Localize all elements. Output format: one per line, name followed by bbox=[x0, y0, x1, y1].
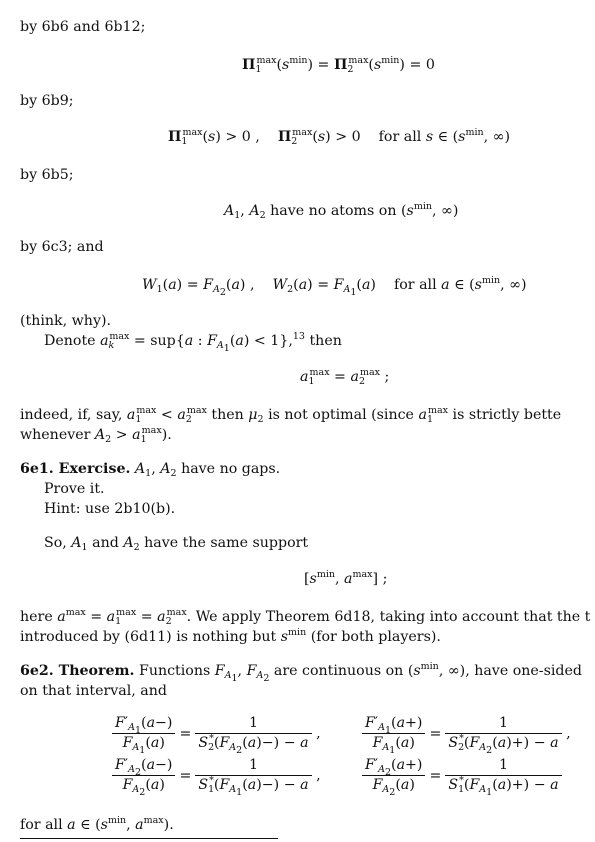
equation-fraction-4: $\frac{F'_{A_2}(a+)}{F_{A_2}(a)}$ = $\frac{1}{S_1^*(F_{A_1}(a)+) - a}$ bbox=[362, 756, 562, 795]
equation-a-max-equal: $a_1^{max} = a_2^{max}$ ; bbox=[300, 367, 390, 387]
equation-pi-max-zero: $\Pi_1^{max}(s^{min}) = \Pi_2^{max}(s^{min}) = 0$ bbox=[242, 55, 435, 75]
text-introduced: introduced by (6d11) is nothing but $s^{min}$ (for both players). bbox=[20, 627, 441, 645]
equation-w-functions: $W_1(a) = F_{A_2}(a)$ , $W_2(a) = F_{A_1}(a)$ for all a ∈ ($s^{min}$, ∞) bbox=[142, 275, 527, 298]
text-final-for-all: for all a ∈ ($s^{min}$, $a^{max}$). bbox=[20, 815, 174, 833]
text-by-6c3: by 6c3; and bbox=[20, 239, 104, 255]
text-prove-it: Prove it. bbox=[44, 481, 105, 497]
text-think-why: (think, why). bbox=[20, 313, 112, 329]
footnote-13: 13 bbox=[292, 331, 305, 342]
text-same-support: So, $A_1$ and $A_2$ have the same support bbox=[44, 535, 309, 553]
text-here: here $a^{max} = a_1^{max} = a_2^{max}$. We apply Theorem 6d18, taking into account that the t bbox=[20, 607, 591, 627]
text-indeed: indeed, if, say, $a_1^{max} < a_2^{max}$ then $\mu_2$ is not optimal (since $a_1^{max}$ is strictly bette bbox=[20, 405, 562, 425]
text-by-6b9: by 6b9; bbox=[20, 93, 74, 109]
text-by-6b6: by 6b6 and 6b12; bbox=[20, 19, 146, 35]
text-by-6b5: by 6b5; bbox=[20, 167, 74, 183]
equation-fraction-3: $\frac{F'_{A_2}(a-)}{F_{A_2}(a)}$ = $\frac{1}{S_1^*(F_{A_1}(a)-) - a}$ , bbox=[112, 756, 321, 795]
equation-support-interval: [$s^{min}$, $a^{max}$] ; bbox=[304, 569, 388, 587]
equation-pi-positive: $\Pi_1^{max}(s) > 0$ , $\Pi_2^{max}(s) > 0$ for all s ∈ ($s^{min}$, ∞) bbox=[168, 127, 510, 147]
text-hint: Hint: use 2b10(b). bbox=[44, 501, 176, 517]
text-denote: Denote $a_k^{max} = sup\{a$ : $F_{A_1}(a) < 1\},^{13}$ then bbox=[44, 331, 342, 354]
text-on-interval: on that interval, and bbox=[20, 683, 167, 699]
exercise-6e1: 6e1. Exercise. $A_1$, $A_2$ have no gaps. bbox=[20, 461, 281, 479]
equation-fraction-1: $\frac{F'_{A_1}(a-)}{F_{A_1}(a)}$ = $\frac{1}{S_2^*(F_{A_2}(a)-) - a}$ , bbox=[112, 714, 321, 753]
equation-no-atoms: $A_1$, $A_2$ have no atoms on ($s^{min}$, ∞) bbox=[224, 201, 459, 221]
equation-fraction-2: $\frac{F'_{A_1}(a+)}{F_{A_1}(a)}$ = $\frac{1}{S_2^*(F_{A_2}(a)+) - a}$ , bbox=[362, 714, 571, 753]
footnote-rule bbox=[20, 838, 278, 839]
theorem-6e2: 6e2. Theorem. Functions $F_{A_1}$, $F_{A_2}$ are continuous on ($s^{min}$, ∞), have one-sided bbox=[20, 661, 582, 684]
text-whenever: whenever $A_2 > a_1^{max}$). bbox=[20, 425, 172, 445]
